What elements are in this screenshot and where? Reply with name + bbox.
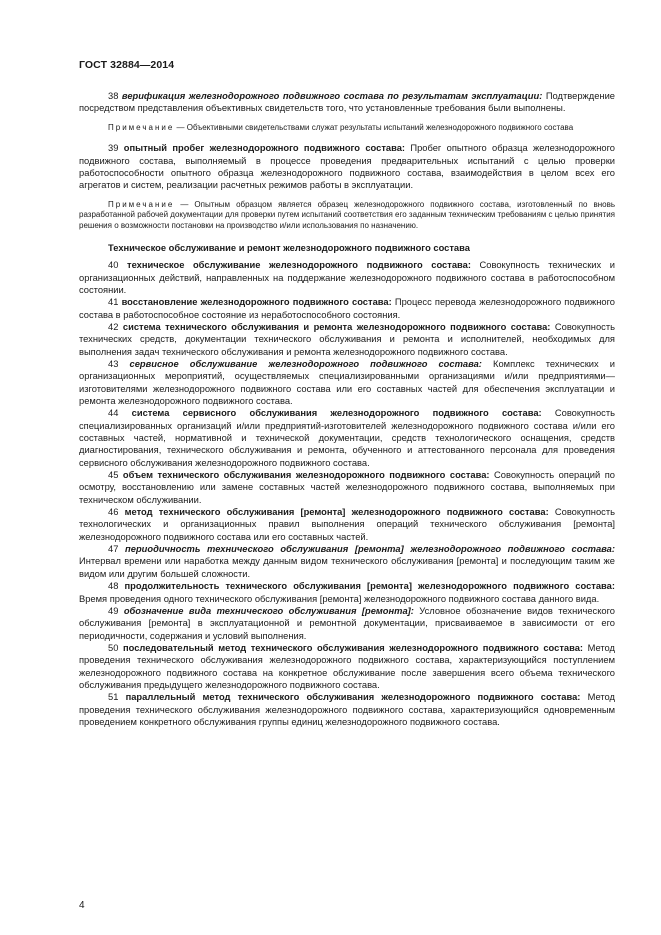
term-definition: Совокупность специализированных организаций и/или предприятий-изготовителей железнодорожного подвижного состава и/или его составных частей, нормативной и технической документации, средств технологического оснащения, средств диагностирования, технического обслуживания и ремонта, обученного и аттестованного персонала для проведения сервисного обслуживания железнодорожного подвижного состава. xyxy=(79,408,615,468)
term-definition: Условное обозначение видов технического обслуживания [ремонта] в эксплуатационной и ремонтной документации, присваиваемое в зависимости от его периодичности, содержания и условий выполнения. xyxy=(79,605,616,641)
term-definition: Время проведения одного технического обслуживания [ремонта] железнодорожного подвижного состава данного вида. xyxy=(79,593,600,604)
note-39 xyxy=(79,200,615,232)
term-entry-41 xyxy=(79,296,615,321)
term-entry-44 xyxy=(79,407,615,469)
term-entry-48 xyxy=(79,580,615,605)
entry-number: 48 xyxy=(108,581,119,592)
note-label: Примечание xyxy=(108,199,175,209)
entry-number: 46 xyxy=(108,507,119,518)
term-definition: Совокупность операций по осмотру, восстановлению или замене составных частей железнодорожного подвижного состава, выполняемых при техническом обслуживании. xyxy=(79,470,615,505)
term-definition: Совокупность технических средств, документации технического обслуживания и ремонта и исполнителей, необходимых для выполнения задач технического обслуживания и ремонта железнодорожного подвижного состава. xyxy=(79,321,615,357)
term-definition: Комплекс технических и организационных мероприятий, осуществляемых специализированными организациями и/или предприятиями—изготовителями железнодорожного подвижного состава или его составных частей для обеспечения эксплуатации и ремонта железнодорожного подвижного состава. xyxy=(79,358,615,406)
term-definition: Совокупность технических и организационных действий, направленных на поддержание железнодорожного подвижного состава в работоспособном состоянии. xyxy=(79,260,615,295)
term-definition: Метод проведения технического обслуживания железнодорожного подвижного состава, характеризующийся поступлением железнодорожного подвижного состава на конкретное обслуживание после завершения всего объема технического обслуживания предыдущего железнодорожного подвижного состава. xyxy=(79,642,615,690)
term-entry-46 xyxy=(79,506,615,543)
term-entry-43 xyxy=(79,358,615,407)
term-entry-49 xyxy=(79,605,615,642)
term-title: опытный пробег железнодорожного подвижного состава: xyxy=(123,143,406,154)
standard-header: ГОСТ 32884—2014 xyxy=(79,59,175,71)
term-title: метод технического обслуживания [ремонта] железнодорожного подвижного состава: xyxy=(124,507,549,518)
entry-number: 50 xyxy=(108,642,119,653)
entry-number: 43 xyxy=(108,358,119,369)
term-title: техническое обслуживание железнодорожного подвижного состава: xyxy=(127,260,471,271)
term-title: система сервисного обслуживания железнодорожного подвижного состава: xyxy=(131,408,542,419)
term-entry-50 xyxy=(79,642,615,691)
entry-number: 49 xyxy=(108,605,119,616)
entry-number: 51 xyxy=(108,692,119,703)
entry-number: 40 xyxy=(108,260,119,271)
term-entry-45 xyxy=(79,469,615,506)
terms-content xyxy=(79,90,615,728)
entry-number: 39 xyxy=(108,143,119,154)
term-title: параллельный метод технического обслуживания железнодорожного подвижного состава: xyxy=(125,692,581,703)
entry-number: 41 xyxy=(108,297,119,308)
term-definition: Метод проведения технического обслуживания железнодорожного подвижного состава, характеризующийся одновременным проведением конкретного обслуживания группы единиц железнодорожного подвижного состава. xyxy=(79,692,615,727)
page-number: 4 xyxy=(79,900,85,911)
term-entry-47 xyxy=(79,543,615,580)
term-title: обозначение вида технического обслуживания [ремонта]: xyxy=(123,605,414,616)
entry-number: 44 xyxy=(108,408,119,419)
term-title: последовательный метод технического обслуживания железнодорожного подвижного состава: xyxy=(122,642,584,653)
term-entry-38 xyxy=(79,90,615,115)
term-title: объем технического обслуживания железнодорожного подвижного состава: xyxy=(122,470,490,481)
term-entry-39 xyxy=(79,142,615,191)
term-entry-51 xyxy=(79,691,615,728)
term-title: продолжительность технического обслуживания [ремонта] железнодорожного подвижного состава: xyxy=(124,581,615,592)
entry-number: 47 xyxy=(108,544,119,555)
term-definition: Процесс перевода железнодорожного подвижного состава в работоспособное состояние из неработоспособного состояния. xyxy=(79,297,615,320)
note-38 xyxy=(79,123,615,134)
term-definition: Подтверждение посредством представления объективных свидетельств того, что установленные требования были выполнены. xyxy=(79,91,615,114)
entry-number: 45 xyxy=(108,470,119,481)
term-entry-42 xyxy=(79,321,615,358)
term-definition: Пробег опытного образца железнодорожного подвижного состава, выполняемый в процессе проведения предварительных испытаний с целью проверки работоспособности опытного образца железнодорожного подвижного состава, взаимодействия в целом всех его агрегатов и систем, реализации расчетных режимов работы в эксплуатации. xyxy=(79,143,615,191)
term-title: верификация железнодорожного подвижного состава по результатам эксплуатации: xyxy=(121,91,543,101)
term-title: сервисное обслуживание железнодорожного подвижного состава: xyxy=(129,358,482,369)
entry-number: 38 xyxy=(108,91,119,101)
section-heading: Техническое обслуживание и ремонт железнодорожного подвижного состава xyxy=(108,242,470,253)
term-entry-40 xyxy=(79,259,615,296)
term-title: восстановление железнодорожного подвижного состава: xyxy=(121,297,392,308)
note-label: Примечание xyxy=(108,122,175,132)
entry-number: 42 xyxy=(108,321,119,332)
term-definition: Совокупность технологических и организационных правил выполнения операций технического обслуживания [ремонта] железнодорожного подвижного состава или его составных частей. xyxy=(79,507,615,542)
note-text: — Опытным образцом является образец железнодорожного подвижного состава, изготовленный по вновь разработанной рабочей документации для проверки путем испытаний соответствия его заданным техническим требованиям с целью принятия решения о возможности постановки на производство и/или использования по назначению. xyxy=(79,199,615,231)
term-definition: Интервал времени или наработка между данным видом технического обслуживания [ремонта] и последующим таким же видом или другим большей сложности. xyxy=(79,556,615,579)
note-text: — Объективными свидетельствами служат результаты испытаний железнодорожного подвижного состава xyxy=(174,122,574,132)
term-title: периодичность технического обслуживания [ремонта] железнодорожного подвижного состава: xyxy=(125,544,615,555)
term-title: система технического обслуживания и ремонта железнодорожного подвижного состава: xyxy=(122,321,551,332)
